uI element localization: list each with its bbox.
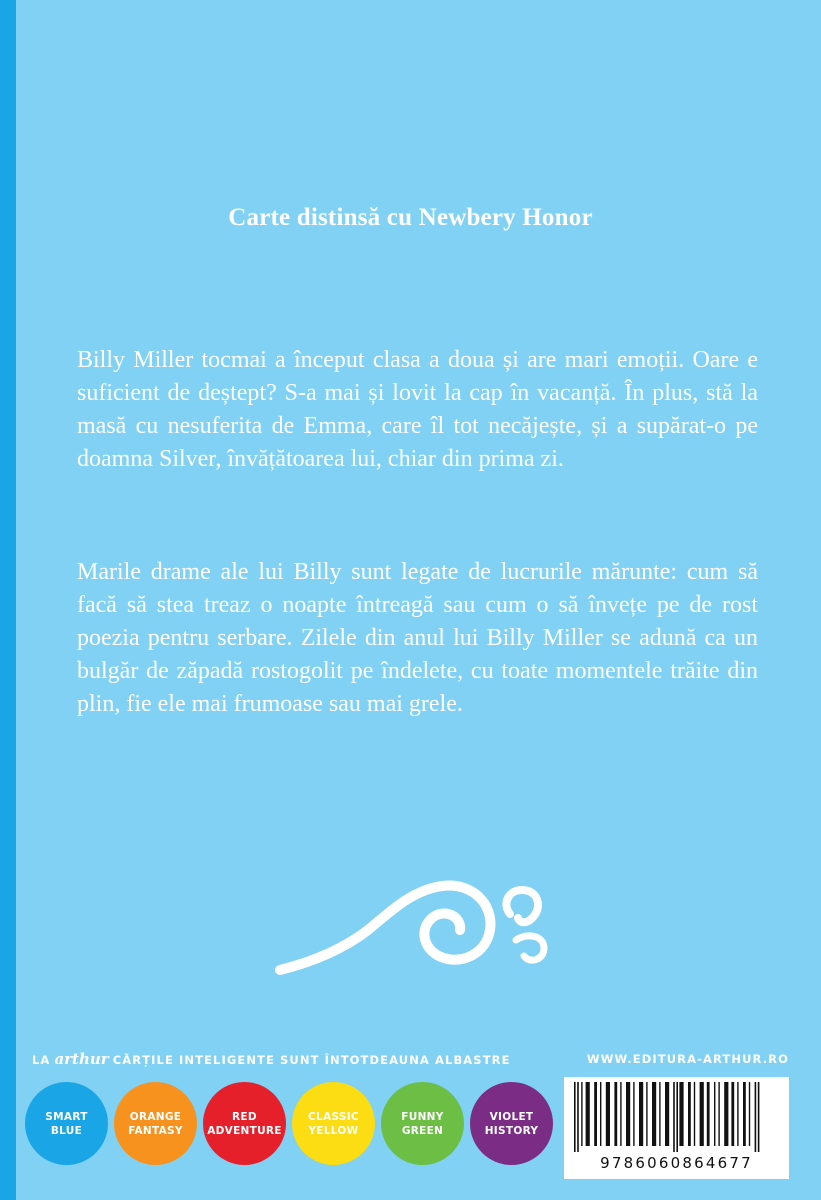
barcode-bar [737, 1082, 738, 1146]
blurb-paragraph-1: Billy Miller tocmai a început clasa a doua și are mari emoții. Oare e suficient de deștept? S-a mai și lovit la cap în vacanță. În plus, stă la masă cu nesuferita de Emma, care îl tot necăjește, și a supărat-o pe doamna Silver, învățătoarea lui, chiar din prima zi. [77, 347, 758, 472]
barcode-bar [724, 1082, 728, 1146]
barcode-bar [707, 1082, 710, 1146]
collection-label: VIOLET HISTORY [484, 1110, 539, 1137]
barcode-bar [577, 1082, 579, 1152]
tagline [32, 1051, 511, 1068]
barcode-bar [606, 1082, 610, 1146]
collection-badges [25, 1082, 555, 1168]
isbn-number: 9786060864677 [600, 1154, 753, 1172]
blurb-paragraph-2: Marile drame ale lui Billy sunt legate de lucrurile mărunte: cum să facă să stea treaz o noapte întreagă sau cum o să învețe pe de rost poezia pentru serbare. Zilele din anul lui Billy Miller se adună ca un bulgăr de zăpadă rostogolit pe îndelete, cu toate momentele trăite din plin, fie ele mai frumoase sau mai grele. [77, 559, 758, 717]
collection-funny-green [381, 1082, 464, 1165]
collection-red-adventure [203, 1082, 286, 1165]
barcode-bar [586, 1082, 590, 1146]
barcode-bar [594, 1082, 597, 1146]
barcode-bar [758, 1082, 760, 1152]
barcode-bar [700, 1082, 704, 1146]
barcode-bar [718, 1082, 719, 1146]
collection-label: CLASSIC YELLOW [308, 1110, 359, 1137]
arthur-logo: arthur [54, 1050, 109, 1068]
barcode-bar [574, 1082, 576, 1152]
collection-smart-blue [25, 1082, 108, 1165]
tagline-prefix: LA [32, 1053, 51, 1067]
spine-strip [0, 0, 16, 1200]
wind-swirl-icon [272, 866, 562, 978]
collection-orange-fantasy [114, 1082, 197, 1165]
collection-label: RED ADVENTURE [207, 1110, 282, 1137]
barcode-bar [633, 1082, 634, 1146]
isbn-barcode [564, 1077, 789, 1179]
barcode-bar [639, 1082, 643, 1146]
barcode-bar [581, 1082, 582, 1146]
barcode-bar [646, 1082, 647, 1146]
collection-violet-history [470, 1082, 553, 1165]
barcode-bar [652, 1082, 656, 1146]
tagline-text: CĂRȚILE INTELIGENTE SUNT ÎNTOTDEAUNA ALBASTRE [112, 1053, 511, 1067]
collection-label: FUNNY GREEN [401, 1110, 444, 1137]
barcode-bar [743, 1082, 746, 1146]
collection-label: ORANGE FANTASY [128, 1110, 183, 1137]
barcode-bar [620, 1082, 621, 1146]
barcode-bar [676, 1082, 678, 1152]
barcode-bar [600, 1082, 601, 1146]
barcode-bar [749, 1082, 750, 1146]
barcode-bar [688, 1082, 691, 1146]
barcode-bar [755, 1082, 757, 1152]
barcode-bar [626, 1082, 630, 1146]
barcode-bar [694, 1082, 695, 1146]
barcode-bar [731, 1082, 734, 1146]
collection-classic-yellow [292, 1082, 375, 1165]
collection-label: SMART BLUE [45, 1110, 88, 1137]
barcode-bars [572, 1082, 781, 1152]
barcode-bar [659, 1082, 660, 1146]
barcode-bar [714, 1082, 715, 1146]
barcode-bar [673, 1082, 675, 1152]
award-heading: Carte distinsă cu Newbery Honor [228, 204, 593, 231]
website-link[interactable]: WWW.EDITURA-ARTHUR.RO [586, 1052, 789, 1066]
barcode-bar [614, 1082, 617, 1146]
barcode-bar [679, 1082, 683, 1146]
barcode-bar [665, 1082, 669, 1146]
